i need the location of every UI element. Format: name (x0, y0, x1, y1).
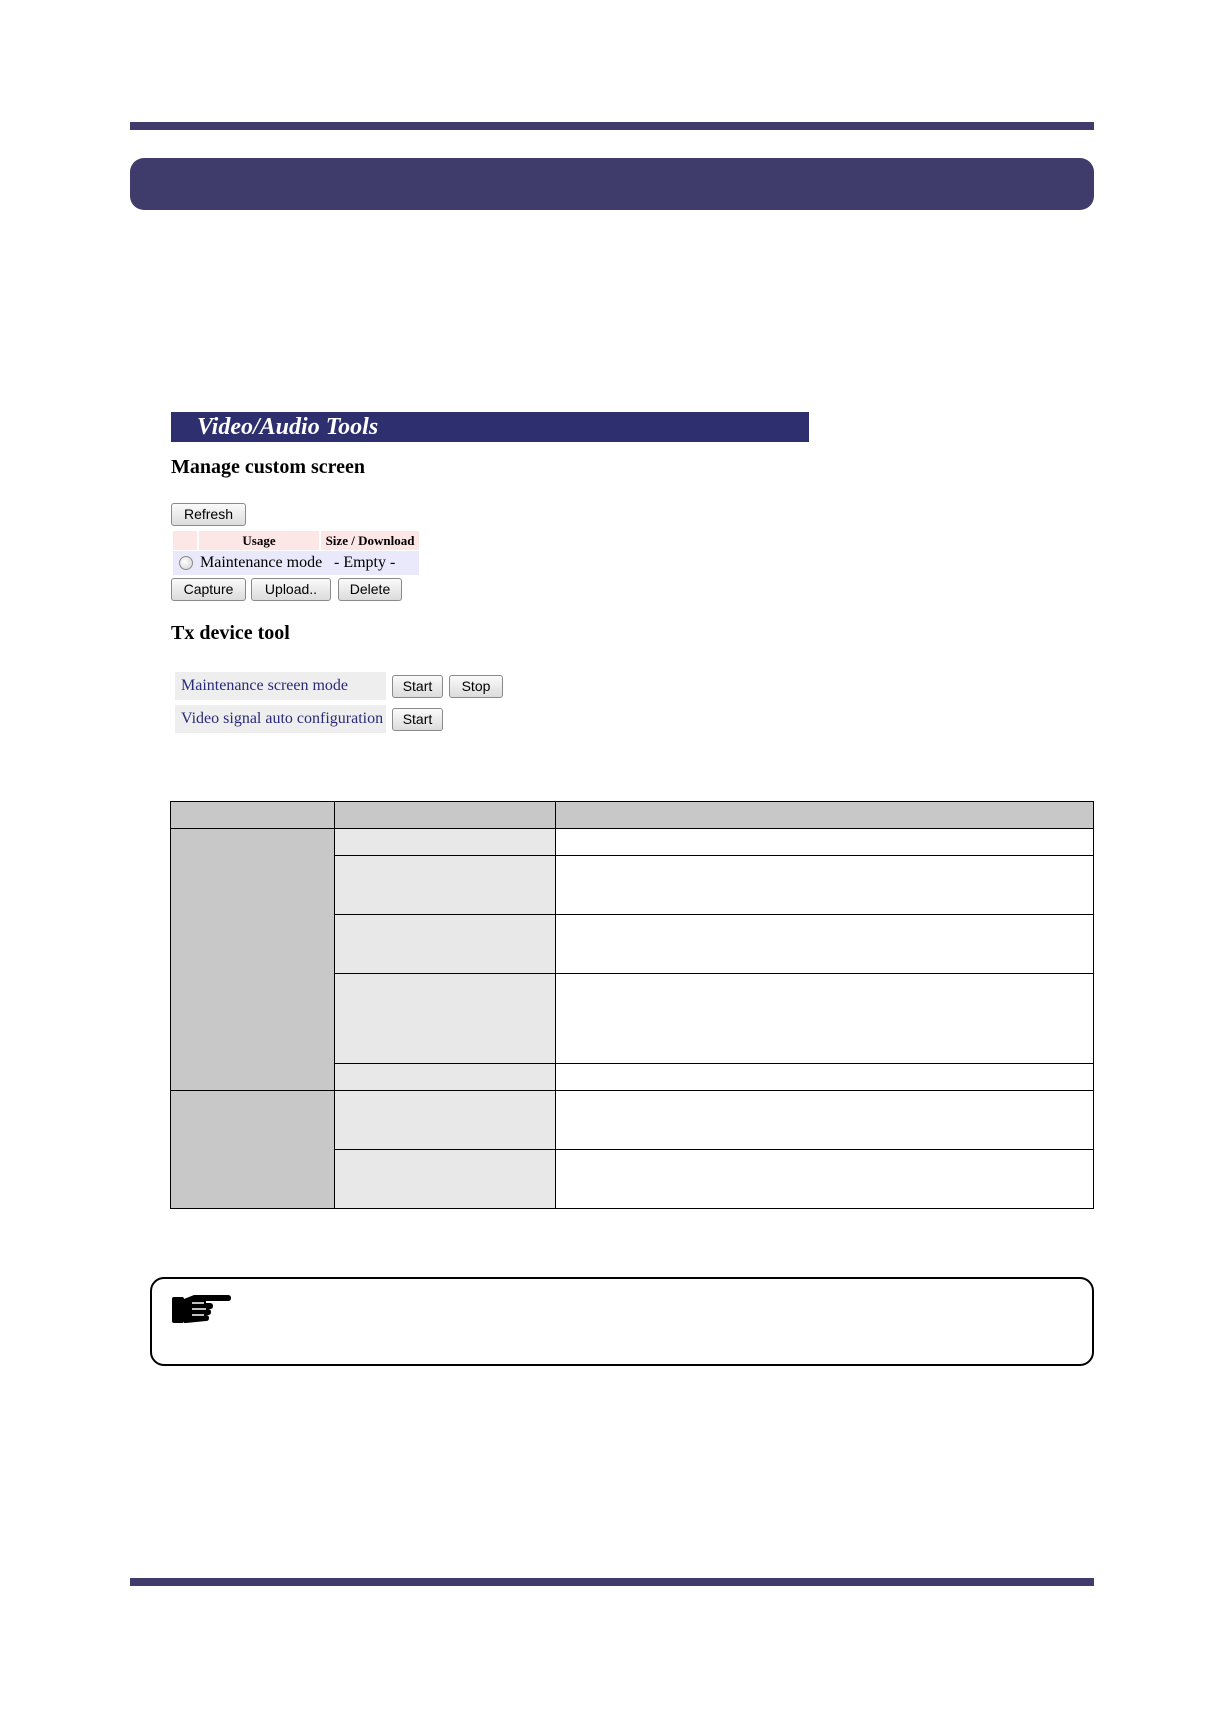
maintenance-stop-button[interactable]: Stop (449, 675, 503, 698)
section-banner (130, 158, 1094, 210)
tx-device-tool-heading: Tx device tool (171, 622, 290, 644)
table-item-cell (334, 973, 556, 1064)
bottom-rule (130, 1578, 1094, 1586)
table-description-cell (555, 1149, 1094, 1209)
video-audio-tools-title: Video/Audio Tools (197, 414, 379, 440)
table-header-cell (555, 801, 1094, 829)
upload-button[interactable]: Upload.. (251, 578, 331, 601)
delete-button[interactable]: Delete (338, 578, 402, 601)
video-signal-start-button[interactable]: Start (392, 708, 443, 731)
radio-button[interactable] (179, 556, 193, 570)
size-cell: - Empty - (334, 554, 396, 571)
table-description-cell (555, 1063, 1094, 1091)
table-description-cell (555, 1090, 1094, 1150)
top-rule (130, 122, 1094, 130)
video-signal-auto-config-label: Video signal auto configuration (175, 705, 386, 733)
manage-custom-screen-heading: Manage custom screen (171, 456, 366, 478)
column-header-blank (173, 531, 197, 550)
table-header-cell (334, 801, 556, 829)
usage-cell: Maintenance mode (200, 554, 323, 571)
table-description-cell (555, 828, 1094, 856)
column-header-usage: Usage (199, 531, 319, 550)
pointing-hand-icon (170, 1289, 232, 1329)
table-description-cell (555, 855, 1094, 915)
maintenance-start-button[interactable]: Start (392, 675, 443, 698)
table-header-cell (170, 801, 335, 829)
table-item-cell (334, 855, 556, 915)
table-item-cell (334, 1149, 556, 1209)
table-group-cell (170, 828, 335, 1091)
maintenance-screen-mode-label: Maintenance screen mode (175, 672, 386, 700)
table-item-cell (334, 828, 556, 856)
table-item-cell (334, 1090, 556, 1150)
table-item-cell (334, 1063, 556, 1091)
table-item-cell (334, 914, 556, 974)
refresh-button[interactable]: Refresh (171, 503, 246, 526)
table-description-cell (555, 973, 1094, 1064)
note-box (150, 1277, 1094, 1366)
table-description-cell (555, 914, 1094, 974)
column-header-size-download: Size / Download (321, 531, 419, 550)
table-group-cell (170, 1090, 335, 1209)
capture-button[interactable]: Capture (171, 578, 246, 601)
